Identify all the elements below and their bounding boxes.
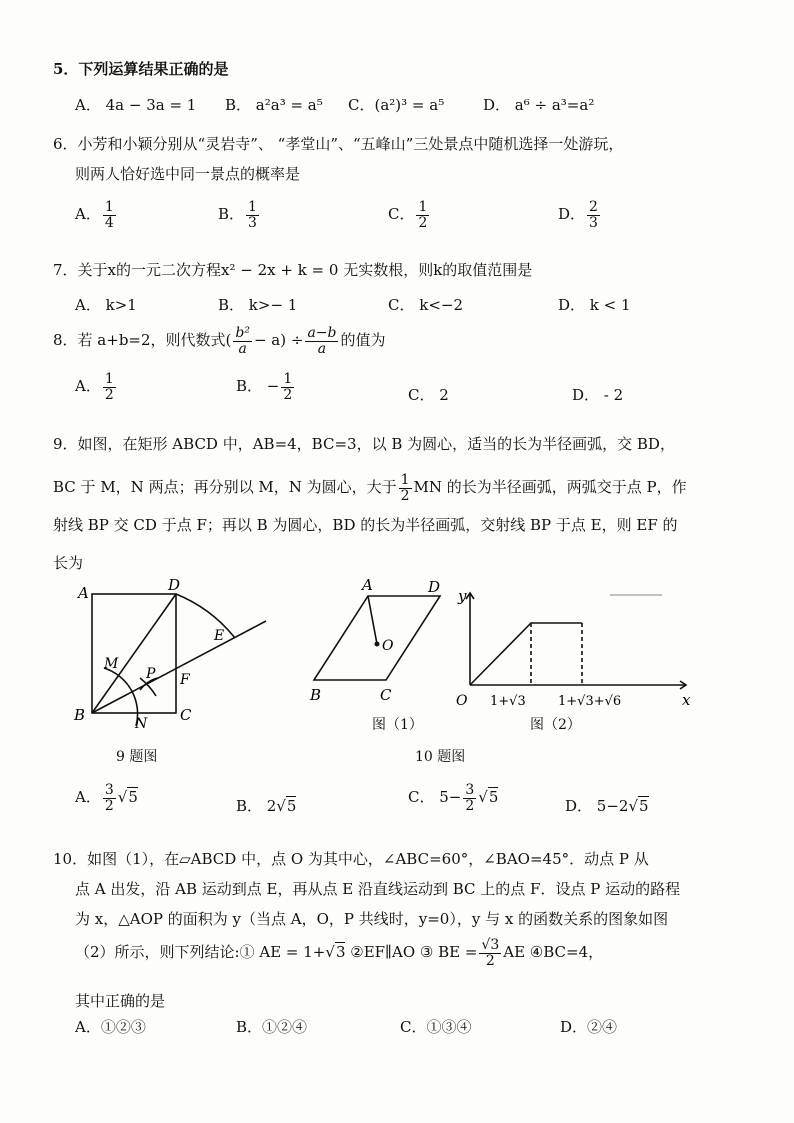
q7-option-b: B． k>− 1 — [218, 296, 298, 314]
q8-option-a: A． $\frac{1}{2}$ — [75, 371, 114, 403]
parallelogram-abcd — [314, 596, 440, 680]
q10-option-b: B．①②④ — [236, 1018, 308, 1036]
q10-line4: （2）所示，则下列结论:① AE = 1+√3 ②EF∥AO ③ BE = $\frac{√3}{2}$ AE ④BC=4， — [75, 937, 604, 969]
fig9-label-n: N — [135, 716, 148, 732]
q6-option-a: A． $\frac{1}{4}$ — [75, 199, 114, 231]
fig10-caption: 10 题图 — [415, 749, 466, 765]
fig10-tick-2: 1+√3+√6 — [558, 694, 622, 709]
q9-line2: BC 于 M，N 两点；再分别以 M，N 为圆心，大于 $\frac{1}{2}$ MN 的长为半径画弧，两弧交于点 P，作 — [53, 472, 687, 504]
graph-line — [470, 623, 582, 685]
q7-option-a: A． k>1 — [75, 296, 137, 314]
fig10-tick-1: 1+√3 — [490, 694, 526, 709]
q10-option-a: A．①②③ — [75, 1018, 146, 1036]
q9-option-b: B． 2√5 — [236, 797, 297, 815]
fig9-label-c: C — [180, 706, 192, 724]
segment-ao — [368, 596, 377, 644]
fig9-label-f: F — [180, 672, 190, 688]
q10-option-d: D．②④ — [560, 1018, 618, 1036]
q7-stem: 7．关于x的一元二次方程x² − 2x + k = 0 无实数根，则k的取值范围是 — [53, 261, 533, 279]
figure-10-1 — [300, 578, 450, 718]
q8-option-d: D． - 2 — [572, 386, 624, 404]
fig9-label-p: P — [146, 666, 156, 682]
q10-line2: 点 A 出发，沿 AB 运动到点 E，再从点 E 沿直线运动到 BC 上的点 F．设点 P 运动的路程 — [75, 880, 681, 898]
q8-option-c: C． 2 — [408, 386, 449, 404]
q9-line3: 射线 BP 交 CD 于点 F；再以 B 为圆心，BD 的长为半径画弧，交射线 BP 于点 E，则 EF 的 — [53, 516, 678, 534]
fig9-label-d: D — [168, 578, 181, 594]
fig10-label-o: O — [382, 638, 394, 654]
q8-option-b: B． − $\frac{1}{2}$ — [236, 371, 293, 403]
fig9-label-b: B — [74, 706, 86, 724]
q10-line1: 10．如图（1），在▱ABCD 中，点 O 为其中心，∠ABC=60°，∠BAO=45°．动点 P 从 — [53, 850, 649, 868]
q5-option-c: C．(a²)³ = a⁵ — [348, 96, 445, 114]
fig10-x-label: x — [682, 691, 691, 709]
fig10-caption-2: 图（2） — [530, 717, 581, 733]
q9-option-c: C． 5− $\frac{3}{2}$ √5 — [408, 782, 499, 814]
fig9-label-e: E — [214, 628, 225, 644]
q6-option-c: C． $\frac{1}{2}$ — [388, 199, 428, 231]
q10-line3: 为 x，△AOP 的面积为 y（当点 A，O，P 共线时，y=0），y 与 x 的函数关系的图象如图 — [75, 910, 669, 928]
q5-option-b: B． a²a³ = a⁵ — [225, 96, 323, 114]
q9-option-d: D． 5−2√5 — [565, 797, 649, 815]
q8-stem: 8．若 a+b=2，则代数式( $\frac{\text{b²}}{a}$ − a) ÷ $\frac{a-b}{a}$ 的值为 — [53, 325, 386, 357]
fig10-label-d: D — [428, 578, 441, 596]
q6-stem-line2: 则两人恰好选中同一景点的概率是 — [75, 165, 301, 183]
q6-option-b: B． $\frac{1}{3}$ — [218, 199, 257, 231]
q9-option-a: A． $\frac{3}{2}$ √5 — [75, 782, 138, 814]
q9-line1: 9．如图，在矩形 ABCD 中，AB=4，BC=3，以 B 为圆心，适当的长为半径画弧，交 BD， — [53, 435, 675, 453]
fig10-label-a: A — [362, 578, 373, 594]
q9-line4: 长为 — [53, 554, 84, 572]
fig10-origin: O — [456, 693, 468, 709]
figure-9 — [60, 578, 290, 738]
fig10-label-c: C — [380, 686, 392, 704]
q7-option-c: C． k<−2 — [388, 296, 464, 314]
fig10-label-b: B — [310, 686, 322, 704]
q5-stem: 5．下列运算结果正确的是 — [53, 60, 229, 78]
q6-stem-line1: 6．小芳和小颖分别从“灵岩寺”、 “孝堂山”、“五峰山”三处景点中随机选择一处游玩， — [53, 135, 624, 153]
arc-de — [176, 594, 235, 638]
fig9-label-m: M — [104, 656, 119, 672]
q6-option-d: D． $\frac{2}{3}$ — [558, 199, 598, 231]
q10-option-c: C．①③④ — [400, 1018, 472, 1036]
q7-option-d: D． k < 1 — [558, 296, 631, 314]
fig10-caption-1: 图（1） — [372, 717, 423, 733]
q5-option-d: D． a⁶ ÷ a³=a² — [483, 96, 595, 114]
q10-line5: 其中正确的是 — [75, 992, 166, 1010]
q5-option-a: A． 4a − 3a = 1 — [75, 96, 197, 114]
figure-10-2 — [450, 585, 700, 715]
fig9-label-a: A — [78, 584, 89, 602]
fig10-y-label: y — [458, 587, 467, 605]
fig9-caption: 9 题图 — [116, 749, 158, 765]
